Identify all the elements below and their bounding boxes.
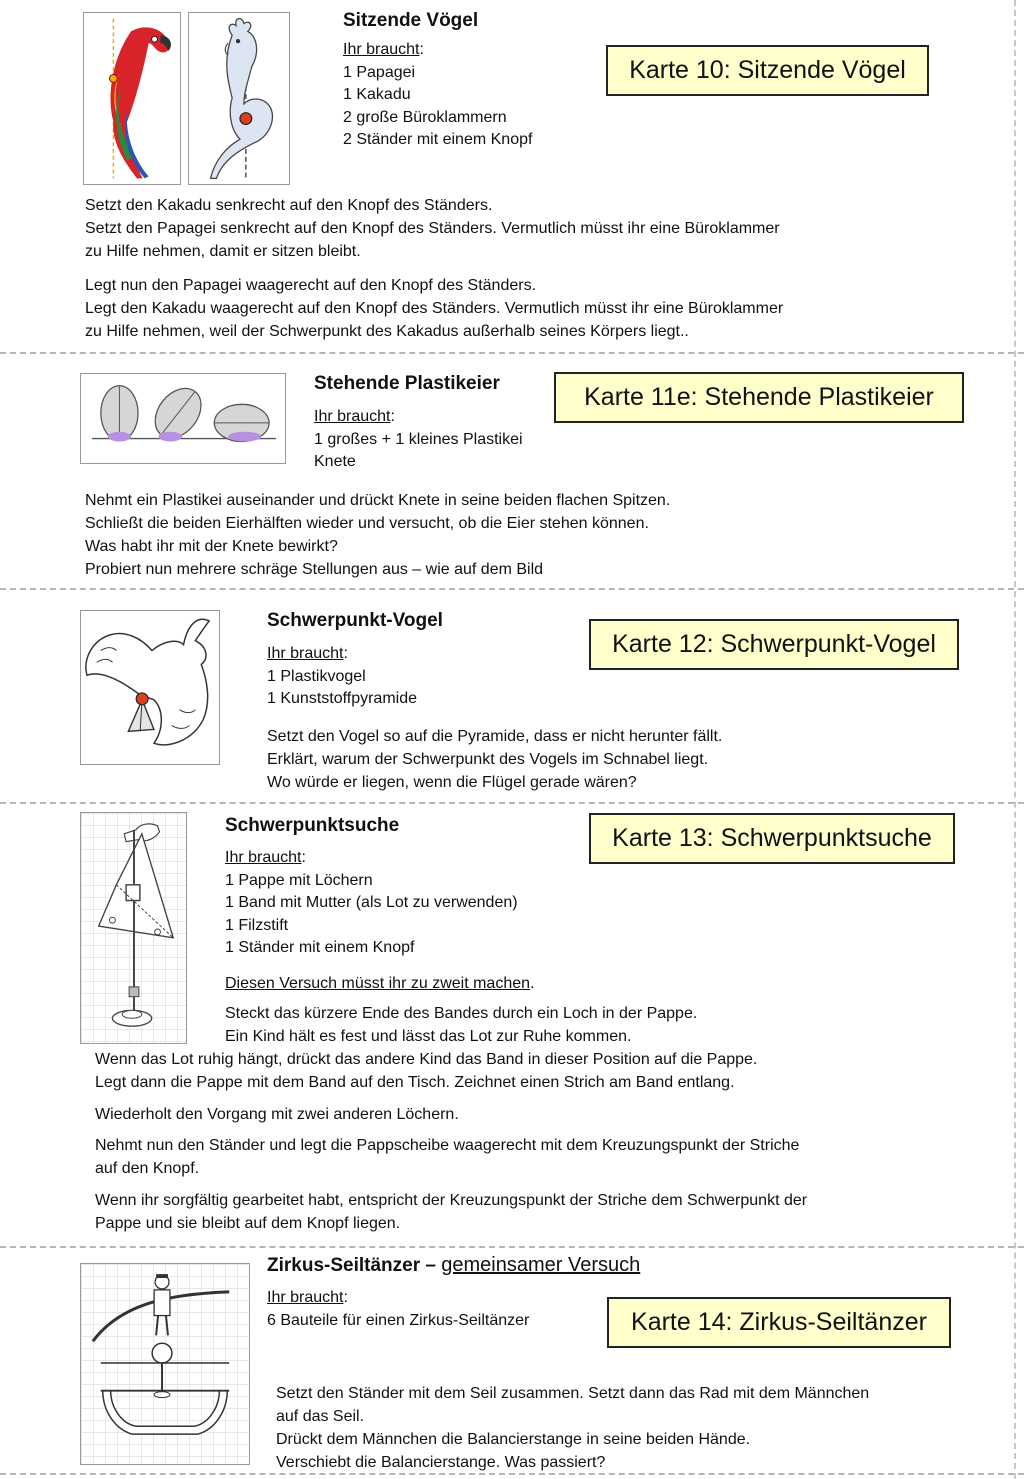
list-item: Knete xyxy=(314,453,356,470)
card-14-instructions xyxy=(276,1382,869,1474)
list-item: 6 Bauteile für einen Zirkus-Seiltänzer xyxy=(267,1311,530,1329)
card-14-materials: Ihr braucht: 6 Bauteile für einen Zirkus-Seiltänzer xyxy=(267,1287,529,1332)
text-line: Pappe und sie bleibt auf dem Knopf liegen. xyxy=(95,1215,401,1232)
list-item: 1 Pappe mit Löchern xyxy=(225,871,373,889)
list-item: 1 Kakadu xyxy=(343,86,411,103)
list-item: 1 Ständer mit einem Knopf xyxy=(225,939,415,956)
card-12-instructions xyxy=(267,725,722,794)
text-line: Verschiebt die Balancierstange. Was passiert? xyxy=(276,1454,606,1471)
needs-label: Ihr braucht xyxy=(314,408,391,425)
list-item: 1 Plastikvogel xyxy=(267,667,366,685)
needs-label: Ihr braucht xyxy=(343,41,420,58)
pair-note-text: Diesen Versuch müsst ihr zu zweit machen xyxy=(225,975,531,992)
cardboard-plumb-image xyxy=(80,812,187,1044)
text-line: Nehmt ein Plastikei auseinander und drückt Knete in seine beiden flachen Spitzen. xyxy=(85,492,671,509)
text-line: Setzt den Vogel so auf die Pyramide, dass er nicht herunter fällt. xyxy=(267,728,723,745)
text-line: Nehmt nun den Ständer und legt die Pappscheibe waagerecht mit dem Kreuzungspunkt der Striche xyxy=(95,1137,800,1154)
text-line: Erklärt, warum der Schwerpunkt des Vogels im Schnabel liegt. xyxy=(267,751,709,768)
card-13-instructions-4 xyxy=(95,1134,799,1180)
text-line: Wenn das Lot ruhig hängt, drückt das andere Kind das Band in dieser Position auf die Pappe. xyxy=(95,1051,758,1068)
text-line: Legt den Kakadu waagerecht auf den Knopf des Ständers. Vermutlich müsst ihr eine Büroklammer xyxy=(85,300,784,317)
card-12-label: Karte 12: Schwerpunkt-Vogel xyxy=(589,619,959,670)
text-line: Legt nun den Papagei waagerecht auf den Knopf des Ständers. xyxy=(85,277,537,294)
text-line: zu Hilfe nehmen, weil der Schwerpunkt des Kakadus außerhalb seines Körpers liegt.. xyxy=(85,323,689,340)
card-10-instructions-1 xyxy=(85,194,780,263)
card-divider xyxy=(0,1246,1024,1248)
parrot-image xyxy=(83,12,181,185)
text-line: Legt dann die Pappe mit dem Band auf den Tisch. Zeichnet einen Strich am Band entlang. xyxy=(95,1074,735,1091)
card-10-materials: Ihr braucht: 1 Papagei 1 Kakadu 2 große Büroklammern 2 Ständer mit einem Knopf xyxy=(343,39,532,152)
list-item: 1 Papagei xyxy=(343,63,416,81)
list-item: 2 Ständer mit einem Knopf xyxy=(343,131,533,148)
card-13-pair-note: Diesen Versuch müsst ihr zu zweit machen. xyxy=(225,975,535,992)
balance-bird-image xyxy=(80,610,220,765)
shared-experiment-label: gemeinsamer Versuch xyxy=(441,1254,641,1276)
card-13-materials: Ihr braucht: 1 Pappe mit Löchern 1 Band mit Mutter (als Lot zu verwenden) 1 Filzstift 1 Ständer mit einem Knopf xyxy=(225,847,518,960)
card-12-title: Schwerpunkt-Vogel xyxy=(267,610,443,631)
card-13-instructions-2 xyxy=(95,1048,757,1094)
card-11e-instructions xyxy=(85,489,670,581)
text-line: Ein Kind hält es fest und lässt das Lot zur Ruhe kommen. xyxy=(225,1028,632,1045)
text-line: auf das Seil. xyxy=(276,1408,365,1425)
card-10-instructions-2 xyxy=(85,274,783,343)
text-line: Probiert nun mehrere schräge Stellungen aus – wie auf dem Bild xyxy=(85,561,544,578)
card-12-materials: Ihr braucht: 1 Plastikvogel 1 Kunststoffpyramide xyxy=(267,643,417,711)
list-item: 1 Band mit Mutter (als Lot zu verwenden) xyxy=(225,894,518,911)
card-14-title-text: Zirkus-Seiltänzer – xyxy=(267,1255,436,1276)
text-line: zu Hilfe nehmen, damit er sitzen bleibt. xyxy=(85,243,361,260)
text-line: Steckt das kürzere Ende des Bandes durch ein Loch in der Pappe. xyxy=(225,1005,698,1022)
card-13-instructions-3 xyxy=(95,1103,459,1126)
needs-label: Ihr braucht xyxy=(267,1289,344,1306)
card-divider xyxy=(0,802,1024,804)
list-item: 1 Kunststoffpyramide xyxy=(267,690,418,707)
list-item: 2 große Büroklammern xyxy=(343,108,507,126)
list-item: 1 großes + 1 kleines Plastikei xyxy=(314,430,523,448)
needs-label: Ihr braucht xyxy=(267,645,344,662)
card-11e-materials: Ihr braucht: 1 großes + 1 kleines Plastikei Knete xyxy=(314,406,523,474)
cockatoo-image xyxy=(188,12,290,185)
text-line: Setzt den Papagei senkrecht auf den Knopf des Ständers. Vermutlich müsst ihr eine Büroklammer xyxy=(85,220,780,237)
card-13-label: Karte 13: Schwerpunktsuche xyxy=(589,813,955,864)
tightrope-walker-image xyxy=(80,1263,250,1465)
card-13-title: Schwerpunktsuche xyxy=(225,815,400,836)
text-line: Was habt ihr mit der Knete bewirkt? xyxy=(85,538,338,555)
text-line: Wo würde er liegen, wenn die Flügel gerade wären? xyxy=(267,774,637,791)
text-line: auf den Knopf. xyxy=(95,1160,200,1177)
right-edge-rule xyxy=(1014,0,1016,1479)
card-10-label: Karte 10: Sitzende Vögel xyxy=(606,45,929,96)
card-13-instructions-1 xyxy=(225,1002,697,1048)
card-11e-label: Karte 11e: Stehende Plastikeier xyxy=(554,372,964,423)
text-line: Schließt die beiden Eierhälften wieder und versucht, ob die Eier stehen können. xyxy=(85,515,649,532)
eggs-image xyxy=(80,373,286,464)
card-14-title xyxy=(267,1254,640,1277)
card-14-label: Karte 14: Zirkus-Seiltänzer xyxy=(607,1297,951,1348)
list-item: 1 Filzstift xyxy=(225,916,289,934)
card-13-instructions-5 xyxy=(95,1189,807,1235)
text-line: Drückt dem Männchen die Balancierstange in seine beiden Hände. xyxy=(276,1431,751,1448)
text-line: Wenn ihr sorgfältig gearbeitet habt, entspricht der Kreuzungspunkt der Striche dem Schwerpunkt der xyxy=(95,1192,808,1209)
card-divider xyxy=(0,588,1024,590)
card-11e-title: Stehende Plastikeier xyxy=(314,373,500,394)
text-line: Setzt den Kakadu senkrecht auf den Knopf des Ständers. xyxy=(85,197,493,214)
needs-label: Ihr braucht xyxy=(225,849,302,866)
text-line: Setzt den Ständer mit dem Seil zusammen. Setzt dann das Rad mit dem Männchen xyxy=(276,1385,870,1402)
text-line: Wiederholt den Vorgang mit zwei anderen Löchern. xyxy=(95,1106,459,1123)
card-10-title: Sitzende Vögel xyxy=(343,10,479,31)
card-divider xyxy=(0,352,1024,354)
